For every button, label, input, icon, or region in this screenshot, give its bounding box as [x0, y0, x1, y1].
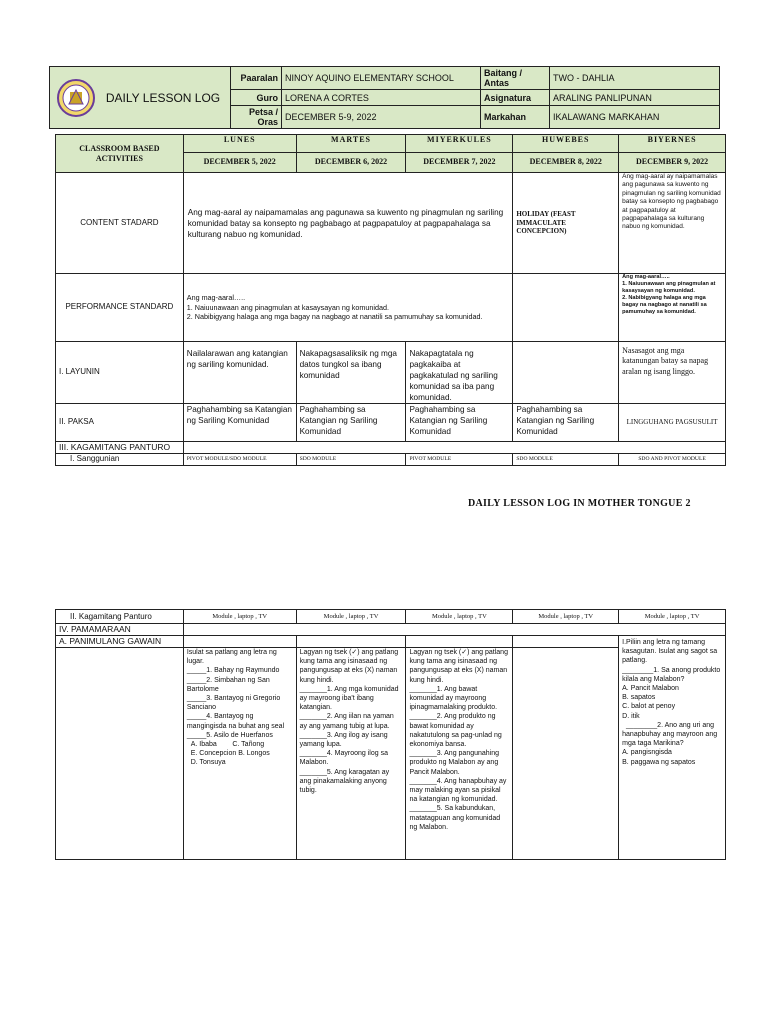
paksa-label: II. PAKSA	[56, 404, 184, 442]
day-date-biyernes: DECEMBER 9, 2022	[619, 153, 726, 173]
school-header	[49, 66, 720, 129]
baitang-label: Baitang / Antas	[481, 67, 550, 90]
guro-value: LORENA A CORTES	[282, 90, 481, 106]
asignatura-label: Asignatura	[481, 90, 550, 106]
performance-line-1: 1. Naiuunawaan ang pinagmulan at kasaysayan ng komunidad.	[186, 302, 389, 312]
sanggunian-label: I. Sanggunian	[56, 454, 184, 466]
holiday-note: HOLIDAY (FEAST IMMACULATE CONCEPCION)	[513, 173, 619, 274]
day-name-biyernes: BIYERNES	[619, 135, 726, 153]
petsa-label: Petsa / Oras	[231, 106, 282, 129]
markahan-label: Markahan	[481, 106, 550, 129]
day-name-martes: MARTES	[296, 135, 406, 153]
kagamitang-row	[183, 442, 725, 454]
paaralan-label: Paaralan	[231, 67, 282, 90]
performance-standard-text	[183, 274, 513, 342]
day-date-lunes: DECEMBER 5, 2022	[183, 153, 296, 173]
content-standard-friday: Ang mag-aaral ay naipamamalas ang pagunawa sa kuwento ng pinagmulan ng sariling komunidad batay sa konsepto ng pagbabago at pagpapatuloy at pagpapahalaga sa kulturang nabuo ng komunidad.	[619, 173, 726, 274]
mt-module-huwebes: Module , laptop , TV	[513, 610, 619, 624]
sanggunian-miyerkules: PIVOT MODULE	[406, 454, 513, 466]
layunin-huwebes	[513, 342, 619, 404]
petsa-value: DECEMBER 5-9, 2022	[282, 106, 481, 129]
panimulang-martes-blank	[296, 636, 406, 648]
day-name-miyerkules: MIYERKULES	[406, 135, 513, 153]
panimulang-miyerkules: Lagyan ng tsek (✓) ang patlang kung tama ang isinasaad ng pangungusap at eks (X) naman kung hindi. _______1. Ang bawat komunidad ay mayroong ipinagmamalaking produkto. _______2. Ang produkto ng bawat komunidad ay nakatutulong sa pag-unlad ng ekonomiya bansa. _______3. Ang pangunahing produkto ng Malabon ay ang Pancit Malabon. _______4. Ang hanapbuhay ay may malaking ayan sa pisikal na katangian ng komunidad. _______5. Sa kabundukan, matatagpuan ang komunidad ng Malabon.	[406, 648, 513, 860]
mt-module-biyernes: Module , laptop , TV	[619, 610, 726, 624]
classroom-activities-header: CLASSROOM BASED ACTIVITIES	[56, 135, 184, 173]
panimulang-gawain-label: A. PANIMULANG GAWAIN	[56, 636, 184, 648]
sanggunian-lunes: PIVOT MODULE/SDO MODULE	[183, 454, 296, 466]
paksa-huwebes: Paghahambing sa Katangian ng Sariling Komunidad	[513, 404, 619, 442]
lesson-plan-table	[55, 134, 726, 466]
content-standard-text: Ang mag-aaral ay naipamamalas ang pagunawa sa kuwento ng pinagmulan ng sariling komunidad batay sa konsepto ng pagbabago at pagpapatuloy at pagpapahalaga sa kulturang nabuo ng komunidad.	[183, 173, 513, 274]
layunin-miyerkules: Nakapagtatala ng pagkakaiba at pagkakatulad ng sariling komunidad sa iba pang komunidad.	[406, 342, 513, 404]
performance-line-intro: Ang mag-aaral…..	[186, 293, 246, 303]
panimulang-huwebes	[513, 648, 619, 860]
markahan-value: IKALAWANG MARKAHAN	[550, 106, 720, 129]
paksa-martes: Paghahambing sa Katangian ng Sariling Komunidad	[296, 404, 406, 442]
sanggunian-huwebes: SDO MODULE	[513, 454, 619, 466]
paksa-biyernes: LINGGUHANG PAGSUSULIT	[619, 404, 726, 442]
asignatura-value: ARALING PANLIPUNAN	[550, 90, 720, 106]
layunin-label: I. LAYUNIN	[56, 342, 184, 404]
daily-lesson-log-title: DAILY LESSON LOG	[105, 90, 221, 105]
sanggunian-martes: SDO MODULE	[296, 454, 406, 466]
pamamaraan-row	[183, 624, 725, 636]
performance-standard-label: PERFORMANCE STANDARD	[56, 274, 184, 342]
header-logo-cell	[50, 67, 231, 129]
day-name-huwebes: HUWEBES	[513, 135, 619, 153]
guro-label: Guro	[231, 90, 282, 106]
panimulang-empty-label	[56, 648, 184, 860]
day-date-huwebes: DECEMBER 8, 2022	[513, 153, 619, 173]
panimulang-miyerkules-blank	[406, 636, 513, 648]
panimulang-lunes: Isulat sa patlang ang letra ng lugar. _____1. Bahay ng Raymundo _____2. Simbahan ng San Bartolome _____3. Bantayog ni Gregorio Sanciano _____4. Bantayog ng mangingisda na buhat ang seal _____5. Asilo de Huerfanos A. Ibaba C. Tañong E. Concepcion B. Longos D. Tonsuya	[183, 648, 296, 860]
panimulang-martes: Lagyan ng tsek (✓) ang patlang kung tama ang isinasaad ng pangungusap at eks (X) naman kung hindi. _______1. Ang mga komunidad ay mayroong iba't ibang katangian. _______2. Ang iilan na yaman ay ang yamang tubig at lupa. _______3. Ang ilog ay isang yamang lupa. _______4. Mayroong ilog sa Malabon. _______5. Ang karagatan ay ang pinakamalaking anyong tubig.	[296, 648, 406, 860]
performance-standard-friday: Ang mag-aaral….. 1. Naiuunawaan ang pinagmulan at kasaysayan ng komunidad. 2. Nabibigyang halaga ang mga bagay na nagbago at nanatili sa pamumuhay sa komunidad.	[619, 274, 726, 342]
day-date-martes: DECEMBER 6, 2022	[296, 153, 406, 173]
mother-tongue-title: DAILY LESSON LOG IN MOTHER TONGUE 2	[468, 498, 691, 509]
layunin-martes: Nakapagsasaliksik ng mga datos tungkol sa ibang komunidad	[296, 342, 406, 404]
mt-module-martes: Module , laptop , TV	[296, 610, 406, 624]
kagamitang-label: III. KAGAMITANG PANTURO	[56, 442, 184, 454]
layunin-lunes: Nailalarawan ang katangian ng sariling komunidad.	[183, 342, 296, 404]
day-date-miyerkules: DECEMBER 7, 2022	[406, 153, 513, 173]
day-name-lunes: LUNES	[183, 135, 296, 153]
pamamaraan-label: IV. PAMAMARAAN	[56, 624, 184, 636]
content-standard-label: CONTENT STADARD	[56, 173, 184, 274]
mt-kagamitang-label: II. Kagamitang Panturo	[56, 610, 184, 624]
mt-module-miyerkules: Module , laptop , TV	[406, 610, 513, 624]
performance-line-2: 2. Nabibigyang halaga ang mga bagay na nagbago at nanatili sa pamumuhay sa komunidad.	[186, 312, 483, 322]
baitang-value: TWO - DAHLIA	[550, 67, 720, 90]
performance-standard-thursday	[513, 274, 619, 342]
panimulang-huwebes-blank	[513, 636, 619, 648]
panimulang-lunes-blank	[183, 636, 296, 648]
paksa-lunes: Paghahambing sa Katangian ng Sariling Komunidad	[183, 404, 296, 442]
mother-tongue-table	[55, 609, 726, 860]
mt-module-lunes: Module , laptop , TV	[183, 610, 296, 624]
school-seal-icon	[56, 78, 96, 118]
sanggunian-biyernes: SDO AND PIVOT MODULE	[619, 454, 726, 466]
paaralan-value: NINOY AQUINO ELEMENTARY SCHOOL	[282, 67, 481, 90]
panimulang-biyernes-quiz: I.Piliin ang letra ng tamang kasagutan. Isulat ang sagot sa patlang. ________1. Sa anong produkto kilala ang Malabon? A. Pancit Malabon B. sapatos C. balot at penoy D. itik ________2. Ano ang uri ang hanapbuhay ang mayroon ang mga taga Marikina? A. pangisngisda B. paggawa ng sapatos	[619, 636, 726, 860]
paksa-miyerkules: Paghahambing sa Katangian ng Sariling Komunidad	[406, 404, 513, 442]
layunin-biyernes: Nasasagot ang mga katanungan batay sa napag aralan ng isang linggo.	[619, 342, 726, 404]
